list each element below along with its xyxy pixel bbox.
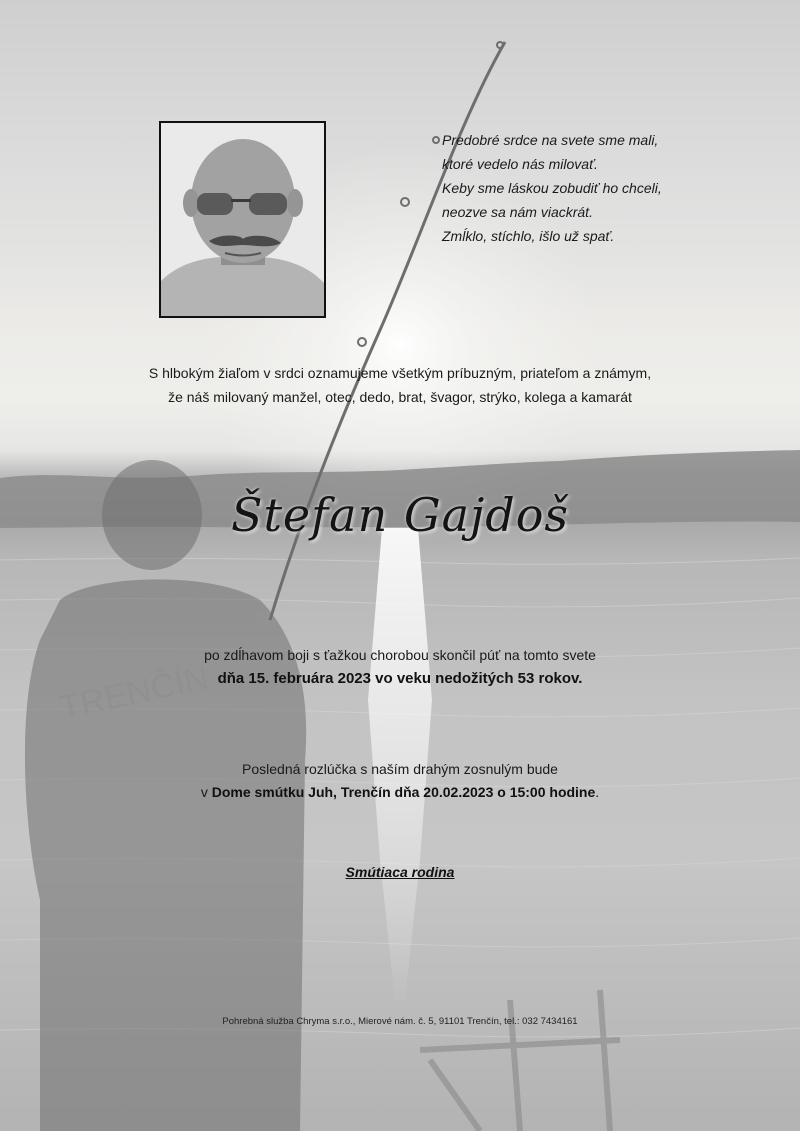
poem-line: neozve sa nám viackrát. [442,204,593,220]
poem [442,128,772,248]
intro-line: S hlbokým žiaľom v srdci oznamujeme všetkým príbuzným, priateľom a známym, [148,365,652,381]
poem-line: Predobré srdce na svete sme mali, [442,132,659,148]
farewell-line: Posledná rozlúčka s naším drahým zosnulým bude [242,761,558,777]
farewell-place-time: Dome smútku Juh, Trenčín dňa 20.02.2023 o 15:00 hodine [211,784,596,800]
death-line: po zdĺhavom boji s ťažkou chorobou skončil púť na tomto svete [204,647,596,663]
intro-line: že náš milovaný manžel, otec, dedo, brat, švagor, strýko, kolega a kamarát [168,389,632,405]
portrait-photo [159,121,326,318]
rod-pod [420,990,620,1131]
family-signature: Smútiaca rodina [345,864,455,880]
poem-line: Keby sme láskou zobudiť ho chceli, [442,180,662,196]
funeral-service-footer: Pohrebná služba Chryma s.r.o., Mierové nám. č. 5, 91101 Trenčín, tel.: 032 7434161 [222,1016,578,1027]
announcement-intro [0,361,800,409]
shirt-text: TRENČÍN [56,658,213,728]
death-date-line: dňa 15. februára 2023 vo veku nedožitých 53 rokov. [217,670,583,687]
portrait-illustration [161,123,324,316]
poem-line: Zmĺklo, stíchlo, išlo už spať. [442,228,615,244]
death-info [0,644,800,690]
farewell-details [0,781,800,804]
poem-line: ktoré vedelo nás milovať. [442,156,598,172]
deceased-name: Štefan Gajdoš [230,488,570,542]
farewell-info [0,758,800,804]
farewell-suffix: . [595,784,600,800]
farewell-prefix: v [200,784,212,800]
